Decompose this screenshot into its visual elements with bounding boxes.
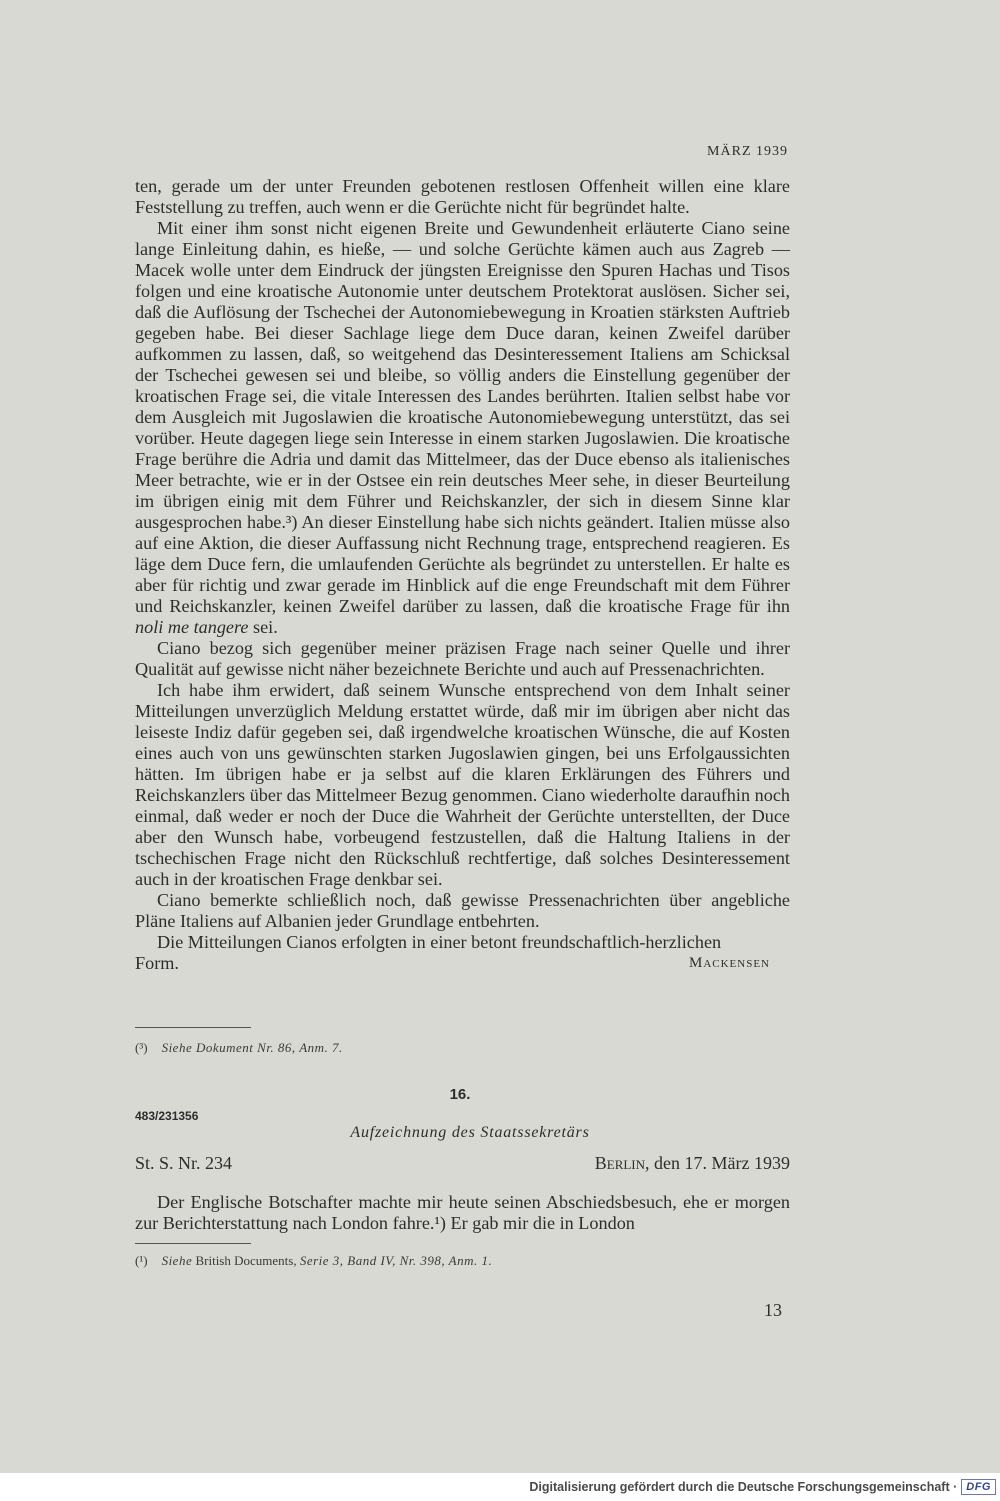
footnote-3 (135, 1040, 343, 1056)
reference-line (135, 1153, 790, 1174)
footnote-3-text: Siehe Dokument Nr. 86, Anm. 7. (161, 1040, 343, 1055)
footnote-1-siehe: Siehe (161, 1253, 193, 1268)
footnote-1-ref: Serie 3, Band IV, Nr. 398, Anm. 1. (299, 1253, 493, 1268)
footnote-rule (135, 1027, 251, 1028)
document-title: Aufzeichnung des Staatssekretärs (350, 1124, 590, 1141)
dfg-logo-icon: DFG (961, 1479, 996, 1495)
paragraph-3: Ciano bezog sich gegenüber meiner präzisen Frage nach seiner Quelle und ihrer Qualität auf gewisse nicht näher bezeichnete Berichte und auch auf Pressenachrichten. (135, 638, 790, 679)
place-date (595, 1153, 790, 1174)
paragraph-2-end: sei. (248, 617, 278, 637)
reference-number: St. S. Nr. 234 (135, 1153, 233, 1173)
paragraph-4: Ich habe ihm erwidert, daß seinem Wunsche entsprechend von dem Inhalt seiner Mitteilungen unverzüglich Meldung erstattet würde, daß mir im übrigen aber nicht das leiseste Indiz dafür gegeben sei, daß irgendwelche kroatischen Wünsche, die auf Kosten eines auch von uns gewünschten starken Jugoslawien gingen, bei uns Erfolgaussichten hätten. Im übrigen habe er ja selbst auf die klaren Erklärungen des Führers und Reichskanzlers über das Mittelmeer Bezug genommen. Ciano wiederholte daraufhin noch einmal, daß weder er noch der Duce die Wahrheit der Gerüchte unterstellten, der Duce aber den Wunsch habe, vorbeugend festzustellen, daß die Haltung Italiens in der tschechischen Frage nicht den Rückschluß rechtfertige, daß solches Desinteressement auch in der kroatischen Frage denkbar sei. (135, 680, 790, 889)
latin-phrase: noli me tangere (135, 617, 249, 637)
document-number: 16. (449, 1086, 471, 1103)
film-reference: 483/231356 (135, 1109, 199, 1123)
letter-body (135, 176, 790, 974)
credit-text: Digitalisierung gefördert durch die Deutsche Forschungsgemeinschaft · (529, 1480, 958, 1494)
signature: Mackensen (688, 955, 770, 971)
document-body (135, 1192, 790, 1234)
footnote-1 (135, 1253, 492, 1269)
footnote-3-marker: (³) (135, 1040, 148, 1055)
footnote-1-source: British Documents, (195, 1253, 297, 1268)
closing-word: Form. (135, 953, 179, 973)
paragraph-2 (135, 218, 790, 638)
document-paragraph: Der Englische Botschafter machte mir heute seinen Abschiedsbesuch, ehe er morgen zur Berichterstattung nach London fahre.¹) Er gab mir die in London (135, 1192, 790, 1233)
date: , den 17. März 1939 (645, 1153, 790, 1173)
paragraph-1: ten, gerade um der unter Freunden gebotenen restlosen Offenheit willen eine klare Feststellung zu treffen, auch wenn er die Gerüchte nicht für begründet halte. (135, 176, 790, 217)
footnote-1-marker: (¹) (135, 1253, 148, 1268)
paragraph-6: Die Mitteilungen Cianos erfolgten in einer betont freundschaftlich-herzlichen (157, 932, 722, 952)
page-number: 13 (764, 1300, 782, 1320)
paragraph-2-text: Mit einer ihm sonst nicht eigenen Breite und Gewundenheit erläuterte Ciano seine lange Einleitung dahin, es hieße, — und solche Gerüchte kämen auch aus Zagreb — Macek wolle unter dem Eindruck der jüngsten Ereignisse den Spuren Hachas und Tisos folgen und eine kroatische Autonomie unter deutschem Protektorat auslösen. Sicher sei, daß die Auflösung der Tschechei der Autonomiebewegung in Kroatien stärksten Auftrieb gegeben habe. Bei dieser Sachlage liege dem Duce daran, keinen Zweifel darüber aufkommen zu lassen, daß, so weitgehend das Desinteressement Italiens am Schicksal der Tschechei gewesen sei und bleibe, so völlig anders die Einstellung gegenüber der kroatischen Frage sei, die vitale Interessen des Landes berührten. Italien selbst habe vor dem Ausgleich mit Jugoslawien die kroatische Autonomiebewegung unterstützt, das sei vorüber. Heute dagegen liege sein Interesse in einem starken Jugoslawien. Die kroatische Frage berühre die Adria und damit das Mittelmeer, das der Duce ebenso als italienisches Meer betrachte, wie er in der Ostsee ein rein deutsches Meer sehe, in dieser Beurteilung im übrigen einig mit dem Führer und Reichskanzler, der sich in diesem Sinne klar ausgesprochen habe.³) An dieser Einstellung habe sich nichts geändert. Italien müsse also auf eine Aktion, die dieser Auffassung nicht Rechnung trage, entsprechend reagieren. Es läge dem Duce fern, die umlaufenden Gerüchte als begründet zu unterstellen. Er halte es aber für richtig und zwar gerade im Hinblick auf die enge Freundschaft mit dem Führer und Reichskanzler, keinen Zweifel darüber zu lassen, daß die kroatische Frage für ihn (135, 218, 790, 616)
place: Berlin (594, 1153, 646, 1173)
running-head: MÄRZ 1939 (707, 144, 788, 159)
closing-line (135, 953, 790, 974)
footnote-rule-2 (135, 1243, 251, 1244)
digitization-credit (0, 1473, 1000, 1501)
paragraph-5: Ciano bemerkte schließlich noch, daß gewisse Pressenachrichten über angebliche Pläne Italiens auf Albanien jeder Grundlage entbehrten. (135, 890, 790, 931)
